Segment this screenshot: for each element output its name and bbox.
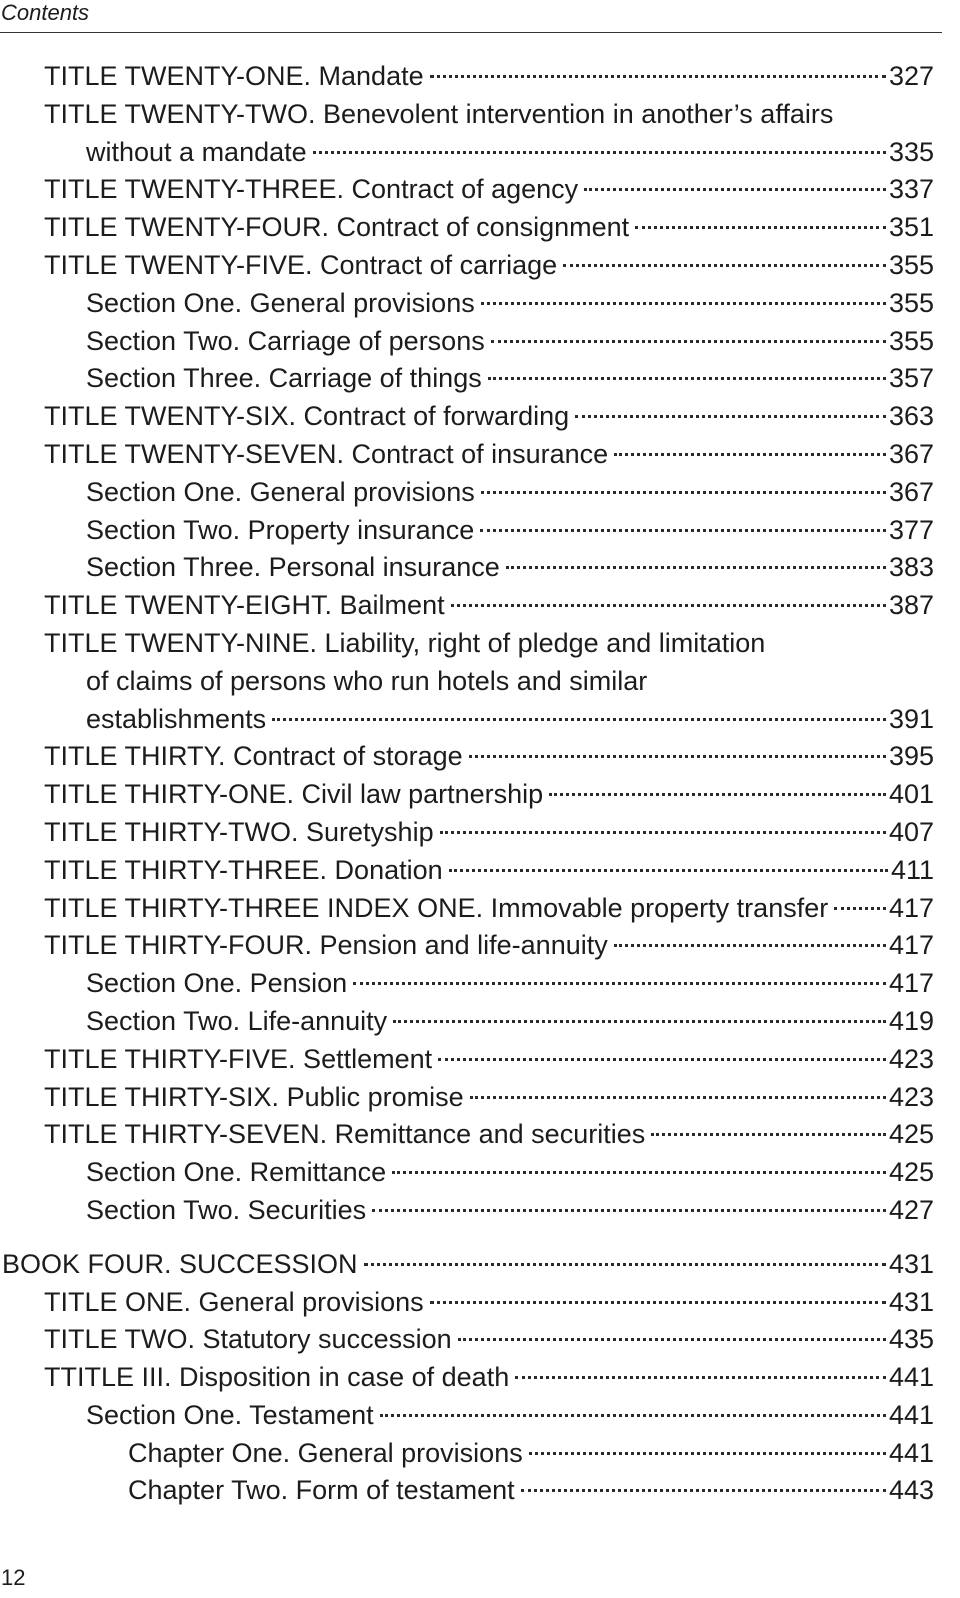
toc-entry (0, 587, 934, 625)
toc-entry-title: BOOK FOUR. SUCCESSION (2, 1248, 358, 1279)
toc-entry (0, 1003, 934, 1041)
toc-page-number: 431 (888, 1248, 934, 1279)
toc-entry-title: Section Three. Carriage of things (86, 363, 482, 394)
toc-page-number: 411 (890, 854, 934, 885)
toc-entry-text-line: of claims of persons who run hotels and similar (86, 665, 648, 696)
toc-page-number: 423 (888, 1081, 934, 1112)
toc-entry-title: TITLE TWENTY-THREE. Contract of agency (44, 174, 579, 205)
toc-page-number: 367 (888, 438, 934, 469)
toc-page-number: 423 (888, 1043, 934, 1074)
toc-page-number: 337 (888, 174, 934, 205)
toc-page-number: 351 (888, 212, 934, 243)
toc-page-number: 387 (888, 590, 934, 621)
dot-leader (488, 377, 886, 380)
toc-entry (0, 1284, 934, 1322)
toc-entry (0, 1359, 934, 1397)
dot-leader (575, 415, 886, 418)
toc-entry-title: TITLE TWENTY-FIVE. Contract of carriage (44, 249, 558, 280)
toc-entry (0, 814, 934, 852)
toc-entry (0, 512, 934, 550)
toc-page-number: 401 (888, 779, 934, 810)
toc-entry (0, 1079, 934, 1117)
dot-leader (458, 1338, 886, 1341)
toc-entry-title: Section One. Pension (86, 968, 348, 999)
toc-entry (0, 927, 934, 965)
toc-page-number: 355 (888, 325, 934, 356)
toc-page-number: 417 (888, 892, 934, 923)
toc-page-number: 441 (888, 1362, 934, 1393)
toc-entry-title: TITLE TWENTY-SEVEN. Contract of insurance (44, 438, 609, 469)
toc-entry (0, 1435, 934, 1473)
toc-entry-title: TITLE THIRTY-TWO. Suretyship (44, 816, 434, 847)
toc-entry-title: TTITLE III. Disposition in case of death (44, 1362, 510, 1393)
dot-leader (438, 1058, 886, 1061)
dot-leader (614, 453, 886, 456)
toc-entry-text-line: TITLE TWENTY-NINE. Liability, right of pledge and limitation (44, 627, 766, 658)
toc-page-number: 425 (888, 1157, 934, 1188)
toc-entry-title: TITLE THIRTY-ONE. Civil law partnership (44, 779, 544, 810)
toc-entry-title: TITLE TWENTY-EIGHT. Bailment (44, 590, 445, 621)
toc-entry-title: TITLE TWENTY-SIX. Contract of forwarding (44, 401, 570, 432)
toc-page-number: 443 (888, 1475, 934, 1506)
toc-entry-title: TITLE THIRTY-THREE INDEX ONE. Immovable property transfer (44, 892, 829, 923)
toc-entry-title: establishments (86, 703, 267, 734)
toc-entry (0, 1041, 934, 1079)
toc-page-number: 327 (888, 61, 934, 91)
dot-leader (584, 188, 886, 191)
toc-page-number: 377 (888, 514, 934, 545)
toc-page-number: 441 (888, 1437, 934, 1468)
toc-entry-title: Section One. Remittance (86, 1157, 387, 1188)
toc-entry (0, 1116, 934, 1154)
dot-leader (635, 226, 886, 229)
dot-leader (451, 604, 886, 607)
dot-leader (651, 1133, 886, 1136)
toc-entry-title: TITLE THIRTY-FIVE. Settlement (44, 1043, 433, 1074)
toc-entry-title: Chapter One. General provisions (128, 1437, 523, 1468)
toc-page-number: 431 (888, 1286, 934, 1317)
toc-entry (0, 474, 934, 512)
dot-leader (515, 1376, 886, 1379)
toc-entry (0, 247, 934, 285)
toc-page-number: 441 (888, 1399, 934, 1430)
toc-entry-title: Section Two. Life-annuity (86, 1005, 388, 1036)
toc-entry (0, 1321, 934, 1359)
dot-leader (430, 1301, 886, 1304)
toc-entry (0, 776, 934, 814)
toc-entry (0, 285, 934, 323)
dot-leader (549, 793, 886, 796)
toc-entry-title: without a mandate (86, 136, 307, 167)
toc-entry-title: TITLE THIRTY. Contract of storage (44, 741, 463, 772)
dot-leader (372, 1209, 886, 1212)
toc-page-number: 355 (888, 249, 934, 280)
toc-entry-title: TITLE THIRTY-SIX. Public promise (44, 1081, 464, 1112)
toc-page-number: 427 (888, 1194, 934, 1225)
toc-page-number: 407 (888, 816, 934, 847)
toc-entry-title: Section Two. Property insurance (86, 514, 475, 545)
toc-page-number: 383 (888, 552, 934, 583)
dot-leader (614, 944, 886, 947)
toc-page-number: 367 (888, 476, 934, 507)
toc-entry (0, 360, 934, 398)
dot-leader (380, 1414, 886, 1417)
toc-entry (0, 549, 934, 587)
toc-entry (0, 58, 934, 96)
toc-page-number: 435 (888, 1324, 934, 1355)
toc-entry-title: Section One. Testament (86, 1399, 374, 1430)
header-rule (0, 32, 942, 33)
toc-entry (0, 965, 934, 1003)
toc-entry-title: Section One. General provisions (86, 476, 475, 507)
toc-page-number: 417 (888, 930, 934, 961)
toc-entry (0, 852, 934, 890)
page-number: 12 (1, 1565, 26, 1590)
toc-entry (0, 323, 934, 361)
toc-entry-title: TITLE THIRTY-THREE. Donation (44, 854, 443, 885)
table-of-contents (0, 58, 934, 1510)
toc-entry (0, 738, 934, 776)
toc-page-number: 363 (888, 401, 934, 432)
toc-entry (0, 171, 934, 209)
toc-page-number: 425 (888, 1119, 934, 1150)
dot-leader (364, 1263, 886, 1266)
dot-leader (353, 982, 886, 985)
dot-leader (392, 1171, 886, 1174)
toc-entry-title: Section Two. Carriage of persons (86, 325, 485, 356)
dot-leader (449, 869, 888, 872)
dot-leader (481, 302, 886, 305)
toc-page-number: 417 (888, 968, 934, 999)
toc-entry-title: TITLE THIRTY-FOUR. Pension and life-annuity (44, 930, 608, 961)
dot-leader (313, 151, 886, 154)
dot-leader (430, 75, 886, 78)
toc-entry (0, 1154, 934, 1192)
toc-entry-title: TITLE TWO. Statutory succession (44, 1324, 452, 1355)
toc-page-number: 357 (888, 363, 934, 394)
toc-page-number: 395 (888, 741, 934, 772)
toc-entry-title: Section Two. Securities (86, 1194, 367, 1225)
dot-leader (529, 1452, 886, 1455)
dot-leader (470, 1096, 886, 1099)
toc-entry-title: Chapter Two. Form of testament (128, 1475, 515, 1506)
dot-leader (834, 907, 886, 910)
toc-page-number: 419 (888, 1005, 934, 1036)
dot-leader (491, 340, 886, 343)
toc-entry-title: Section One. General provisions (86, 287, 475, 318)
toc-entry (0, 1192, 934, 1230)
toc-entry-title: TITLE TWENTY-FOUR. Contract of consignment (44, 212, 630, 243)
toc-entry (0, 1397, 934, 1435)
running-head: Contents (1, 0, 90, 25)
toc-entry (0, 209, 934, 247)
toc-entry (0, 398, 934, 436)
dot-leader (272, 718, 886, 721)
toc-entry (0, 436, 934, 474)
dot-leader (481, 491, 886, 494)
toc-entry (0, 1472, 934, 1510)
dot-leader (563, 264, 886, 267)
toc-page-number: 355 (888, 287, 934, 318)
toc-entry-title: Section Three. Personal insurance (86, 552, 500, 583)
dot-leader (521, 1489, 886, 1492)
toc-entry-text-line: TITLE TWENTY-TWO. Benevolent intervention in another’s affairs (44, 98, 834, 129)
dot-leader (480, 529, 886, 532)
toc-entry-title: TITLE ONE. General provisions (44, 1286, 424, 1317)
toc-entry-title: TITLE THIRTY-SEVEN. Remittance and securities (44, 1119, 646, 1150)
toc-entry (0, 625, 934, 738)
toc-entry (0, 890, 934, 928)
toc-entry-title: TITLE TWENTY-ONE. Mandate (44, 61, 424, 91)
dot-leader (469, 755, 886, 758)
toc-entry (0, 96, 934, 172)
toc-entry (0, 1246, 934, 1284)
dot-leader (393, 1020, 886, 1023)
toc-page-number: 391 (888, 703, 934, 734)
dot-leader (440, 831, 886, 834)
dot-leader (506, 566, 886, 569)
toc-page-number: 335 (888, 136, 934, 167)
